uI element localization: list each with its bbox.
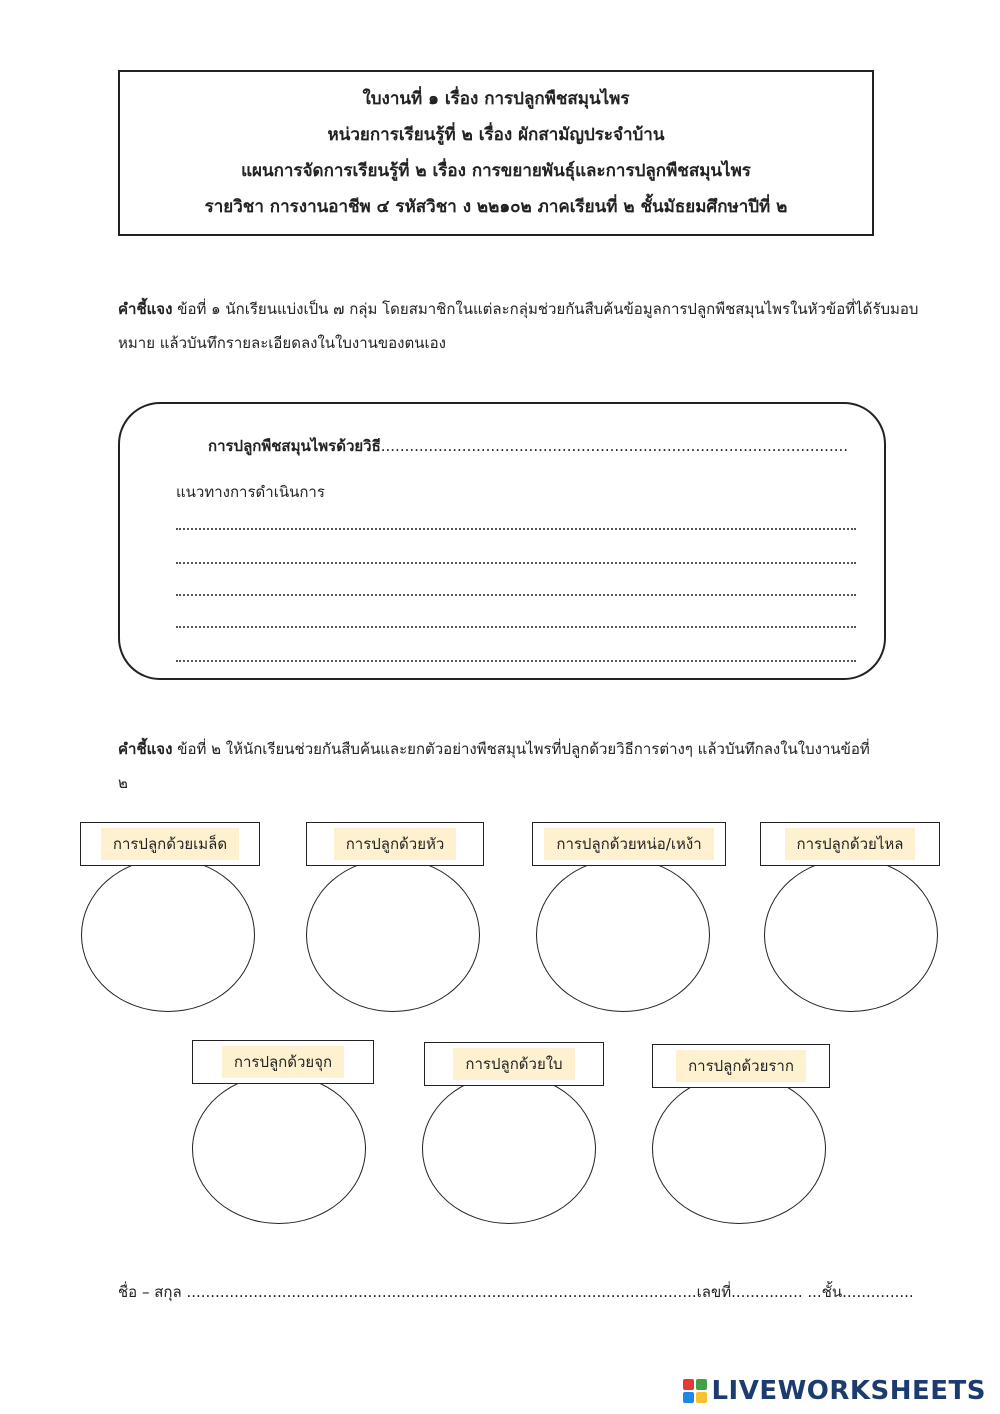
answer-circle-root[interactable] [652, 1074, 826, 1224]
header-box [118, 70, 874, 236]
method-title-dots[interactable]: .................................................................................................. [380, 437, 849, 455]
instruction-1-label: คำชี้แจง [118, 300, 173, 318]
method-title-label: การปลูกพืชสมุนไพรด้วยวิธี [208, 437, 381, 455]
method-label-rhizome [532, 822, 726, 866]
liveworksheets-logo-icon [683, 1379, 707, 1403]
method-label-root [652, 1044, 830, 1088]
liveworksheets-brand [683, 1376, 986, 1406]
brand-text: LIVEWORKSHEETS [711, 1376, 986, 1406]
answer-circle-crown[interactable] [192, 1074, 366, 1224]
answer-circle-runner[interactable] [764, 858, 938, 1012]
method-label-leaf-text: การปลูกด้วยใบ [453, 1048, 574, 1080]
procedure-label: แนวทางการดำเนินการ [176, 483, 325, 501]
method-label-rhizome-text: การปลูกด้วยหน่อ/เหง้า [544, 828, 713, 860]
header-title: ใบงานที่ ๑ เรื่อง การปลูกพืชสมุนไพร [362, 89, 630, 109]
answer-circle-rhizome[interactable] [536, 858, 710, 1012]
logo-square-red [683, 1379, 694, 1390]
class-prefix-dots: ... [802, 1283, 822, 1301]
instruction-2-text: ข้อที่ ๒ ให้นักเรียนช่วยกันสืบค้นและยกตัวอย่างพืชสมุนไพรที่ปลูกด้วยวิธีการต่างๆ แล้วบันทึกลงในใบงานข้อที่ ๒ [118, 740, 870, 792]
name-field[interactable]: ........................................................................................................... [186, 1283, 697, 1301]
method-label-crown [192, 1040, 374, 1084]
number-field[interactable]: ............... [731, 1283, 803, 1301]
name-label: ชื่อ – สกุล [118, 1283, 182, 1301]
answer-line-3[interactable] [176, 594, 856, 596]
method-label-leaf [424, 1042, 604, 1086]
logo-square-blue [683, 1392, 694, 1403]
answer-line-5[interactable] [176, 660, 856, 662]
logo-square-green [696, 1379, 707, 1390]
instruction-2 [118, 732, 878, 800]
instruction-2-label: คำชี้แจง [118, 740, 173, 758]
method-label-runner-text: การปลูกด้วยไหล [785, 828, 916, 860]
method-label-runner [760, 822, 940, 866]
number-label: เลขที่ [696, 1283, 732, 1301]
method-label-bulb-text: การปลูกด้วยหัว [334, 828, 457, 860]
answer-line-1[interactable] [176, 528, 856, 530]
method-answer-box [118, 402, 886, 680]
header-plan: แผนการจัดการเรียนรู้ที่ ๒ เรื่อง การขยายพันธุ์และการปลูกพืชสมุนไพร [241, 161, 751, 181]
answer-line-2[interactable] [176, 562, 856, 564]
method-label-root-text: การปลูกด้วยราก [676, 1050, 806, 1082]
answer-circle-bulb[interactable] [306, 858, 480, 1012]
student-info [118, 1280, 914, 1304]
method-label-bulb [306, 822, 484, 866]
instruction-1 [118, 292, 948, 360]
header-unit: หน่วยการเรียนรู้ที่ ๒ เรื่อง ผักสามัญประจำบ้าน [327, 125, 665, 145]
answer-line-4[interactable] [176, 626, 856, 628]
method-label-crown-text: การปลูกด้วยจุก [222, 1046, 344, 1078]
header-subject: รายวิชา การงานอาชีพ ๔ รหัสวิชา ง ๒๒๑๐๒ ภาคเรียนที่ ๒ ชั้นมัธยมศึกษาปีที่ ๒ [204, 197, 788, 217]
logo-square-yellow [696, 1392, 707, 1403]
class-label: ชั้น [821, 1283, 843, 1301]
answer-circle-seed[interactable] [81, 858, 255, 1012]
method-label-seed-text: การปลูกด้วยเมล็ด [101, 828, 239, 860]
answer-circle-leaf[interactable] [422, 1074, 596, 1224]
method-title [208, 434, 848, 458]
instruction-1-text: ข้อที่ ๑ นักเรียนแบ่งเป็น ๗ กลุ่ม โดยสมาชิกในแต่ละกลุ่มช่วยกันสืบค้นข้อมูลการปลูกพืชสมุนไพรในหัวข้อที่ได้รับมอบหมาย แล้วบันทึกรายละเอียดลงในใบงานของตนเอง [118, 300, 919, 352]
method-label-seed [80, 822, 260, 866]
class-field[interactable]: ............... [842, 1283, 914, 1301]
